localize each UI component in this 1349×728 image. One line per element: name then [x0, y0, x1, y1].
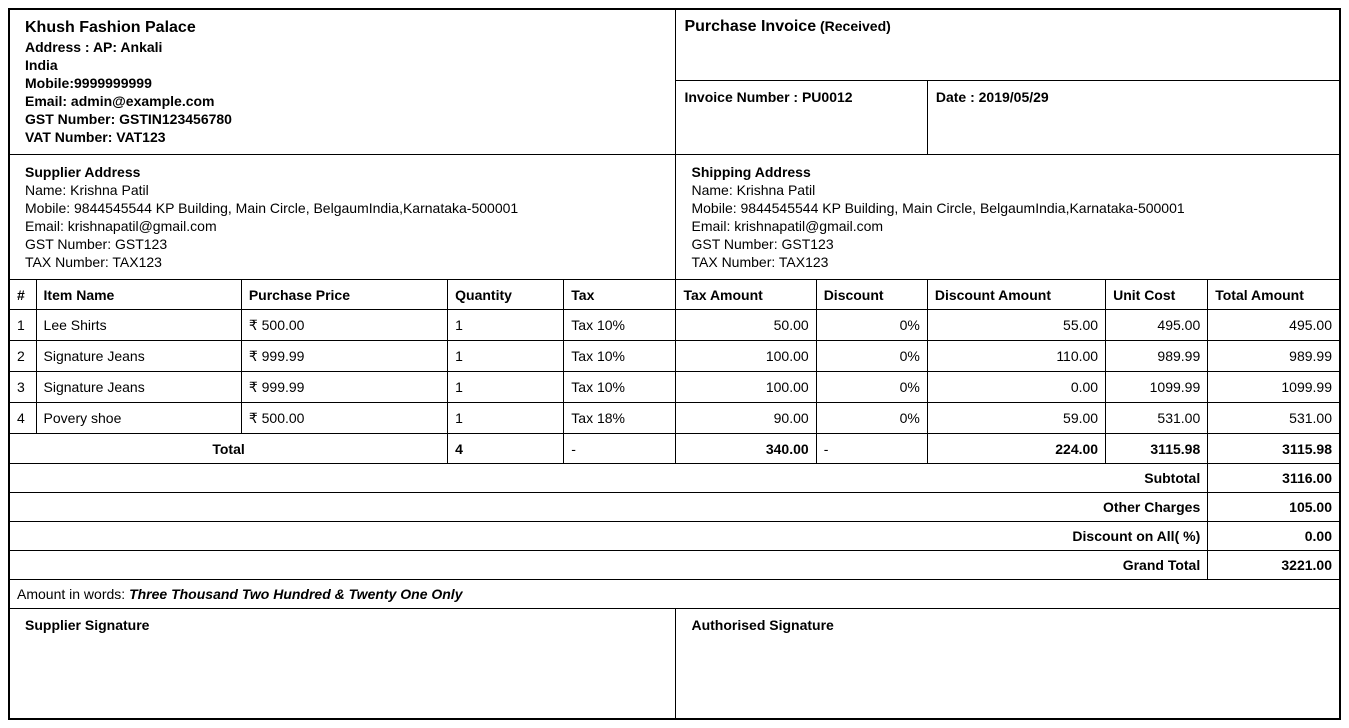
item-row-1 — [9, 310, 1340, 341]
shipping-tax-number: TAX Number: TAX123 — [691, 254, 829, 270]
supplier-address-heading: Supplier Address — [25, 164, 141, 180]
signature-row — [9, 609, 1340, 719]
items-table-header-row — [9, 280, 1340, 310]
purchase-invoice-document — [8, 8, 1341, 720]
item-total-amount: 1099.99 — [1208, 372, 1340, 403]
subtotal-value: 3116.00 — [1208, 464, 1340, 493]
company-gst-number: GST Number: GSTIN123456780 — [25, 111, 232, 127]
shipping-mobile-address: Mobile: 9844545544 KP Building, Main Circle, BelgaumIndia,Karnataka-500001 — [691, 200, 1185, 216]
col-header-discount-amount: Discount Amount — [927, 280, 1105, 310]
company-info-block — [9, 9, 676, 155]
item-purchase-price: ₹ 999.99 — [241, 341, 447, 372]
col-header-tax-amount: Tax Amount — [676, 280, 816, 310]
company-address-line2: India — [25, 57, 58, 73]
supplier-email: Email: krishnapatil@gmail.com — [25, 218, 217, 234]
subtotal-label: Subtotal — [9, 464, 1208, 493]
item-unit-cost: 1099.99 — [1106, 372, 1208, 403]
item-total-amount: 531.00 — [1208, 403, 1340, 434]
item-purchase-price: ₹ 500.00 — [241, 310, 447, 341]
item-purchase-price: ₹ 500.00 — [241, 403, 447, 434]
item-row-4 — [9, 403, 1340, 434]
summary-row-discount-on-all — [9, 522, 1340, 551]
supplier-signature-box: Supplier Signature — [9, 609, 676, 719]
item-quantity: 1 — [448, 372, 564, 403]
item-num: 2 — [9, 341, 36, 372]
total-unit-cost: 3115.98 — [1106, 434, 1208, 464]
shipping-name: Name: Krishna Patil — [691, 182, 816, 198]
document-title: Purchase Invoice — [684, 18, 817, 35]
authorised-signature-box: Authorised Signature — [676, 609, 1340, 719]
col-header-item-name: Item Name — [36, 280, 241, 310]
item-quantity: 1 — [448, 403, 564, 434]
item-discount: 0% — [816, 310, 927, 341]
total-label: Total — [9, 434, 448, 464]
item-row-2 — [9, 341, 1340, 372]
summary-row-other-charges — [9, 493, 1340, 522]
item-num: 3 — [9, 372, 36, 403]
item-row-3 — [9, 372, 1340, 403]
discount-on-all-value: 0.00 — [1208, 522, 1340, 551]
total-total-amount: 3115.98 — [1208, 434, 1340, 464]
item-tax-amount: 90.00 — [676, 403, 816, 434]
item-tax: Tax 10% — [564, 341, 676, 372]
amount-in-words-cell — [9, 580, 1340, 609]
item-tax: Tax 18% — [564, 403, 676, 434]
item-unit-cost: 989.99 — [1106, 341, 1208, 372]
item-name: Lee Shirts — [36, 310, 241, 341]
item-discount-amount: 110.00 — [927, 341, 1105, 372]
supplier-name: Name: Krishna Patil — [25, 182, 149, 198]
item-discount-amount: 59.00 — [927, 403, 1105, 434]
shipping-address-heading: Shipping Address — [691, 164, 811, 180]
col-header-total-amount: Total Amount — [1208, 280, 1340, 310]
shipping-email: Email: krishnapatil@gmail.com — [691, 218, 884, 234]
col-header-quantity: Quantity — [448, 280, 564, 310]
col-header-discount: Discount — [816, 280, 927, 310]
other-charges-label: Other Charges — [9, 493, 1208, 522]
summary-row-grand-total — [9, 551, 1340, 580]
summary-row-subtotal — [9, 464, 1340, 493]
item-unit-cost: 495.00 — [1106, 310, 1208, 341]
invoice-date: Date : 2019/05/29 — [927, 80, 1340, 154]
item-discount: 0% — [816, 372, 927, 403]
total-discount: - — [816, 434, 927, 464]
item-discount: 0% — [816, 403, 927, 434]
amount-in-words-value: Three Thousand Two Hundred & Twenty One Only — [129, 586, 463, 602]
amount-in-words-row — [9, 580, 1340, 609]
item-unit-cost: 531.00 — [1106, 403, 1208, 434]
other-charges-value: 105.00 — [1208, 493, 1340, 522]
col-header-tax: Tax — [564, 280, 676, 310]
grand-total-label: Grand Total — [9, 551, 1208, 580]
company-vat-number: VAT Number: VAT123 — [25, 129, 166, 145]
company-mobile: Mobile:9999999999 — [25, 75, 152, 91]
shipping-address-block — [676, 155, 1340, 280]
supplier-address-block — [9, 155, 676, 280]
company-name: Khush Fashion Palace — [25, 19, 196, 36]
item-tax-amount: 50.00 — [676, 310, 816, 341]
item-num: 4 — [9, 403, 36, 434]
total-quantity: 4 — [448, 434, 564, 464]
item-total-amount: 989.99 — [1208, 341, 1340, 372]
document-title-cell — [676, 9, 1340, 80]
total-discount-amount: 224.00 — [927, 434, 1105, 464]
item-tax: Tax 10% — [564, 372, 676, 403]
item-name: Signature Jeans — [36, 372, 241, 403]
discount-on-all-label: Discount on All( %) — [9, 522, 1208, 551]
col-header-num: # — [9, 280, 36, 310]
supplier-tax-number: TAX Number: TAX123 — [25, 254, 162, 270]
shipping-gst-number: GST Number: GST123 — [691, 236, 834, 252]
company-address-line1: Address : AP: Ankali — [25, 39, 163, 55]
item-discount: 0% — [816, 341, 927, 372]
company-email: Email: admin@example.com — [25, 93, 215, 109]
items-total-row — [9, 434, 1340, 464]
item-discount-amount: 0.00 — [927, 372, 1105, 403]
item-num: 1 — [9, 310, 36, 341]
amount-in-words-label: Amount in words: — [17, 586, 126, 602]
invoice-number: Invoice Number : PU0012 — [676, 80, 927, 154]
item-quantity: 1 — [448, 341, 564, 372]
item-total-amount: 495.00 — [1208, 310, 1340, 341]
item-name: Povery shoe — [36, 403, 241, 434]
supplier-mobile-address: Mobile: 9844545544 KP Building, Main Circle, BelgaumIndia,Karnataka-500001 — [25, 200, 519, 216]
col-header-purchase-price: Purchase Price — [241, 280, 447, 310]
item-name: Signature Jeans — [36, 341, 241, 372]
col-header-unit-cost: Unit Cost — [1106, 280, 1208, 310]
item-discount-amount: 55.00 — [927, 310, 1105, 341]
grand-total-value: 3221.00 — [1208, 551, 1340, 580]
document-title-suffix: (Received) — [820, 18, 891, 34]
item-tax: Tax 10% — [564, 310, 676, 341]
item-purchase-price: ₹ 999.99 — [241, 372, 447, 403]
item-tax-amount: 100.00 — [676, 372, 816, 403]
total-tax: - — [564, 434, 676, 464]
item-quantity: 1 — [448, 310, 564, 341]
item-tax-amount: 100.00 — [676, 341, 816, 372]
total-tax-amount: 340.00 — [676, 434, 816, 464]
supplier-gst-number: GST Number: GST123 — [25, 236, 168, 252]
